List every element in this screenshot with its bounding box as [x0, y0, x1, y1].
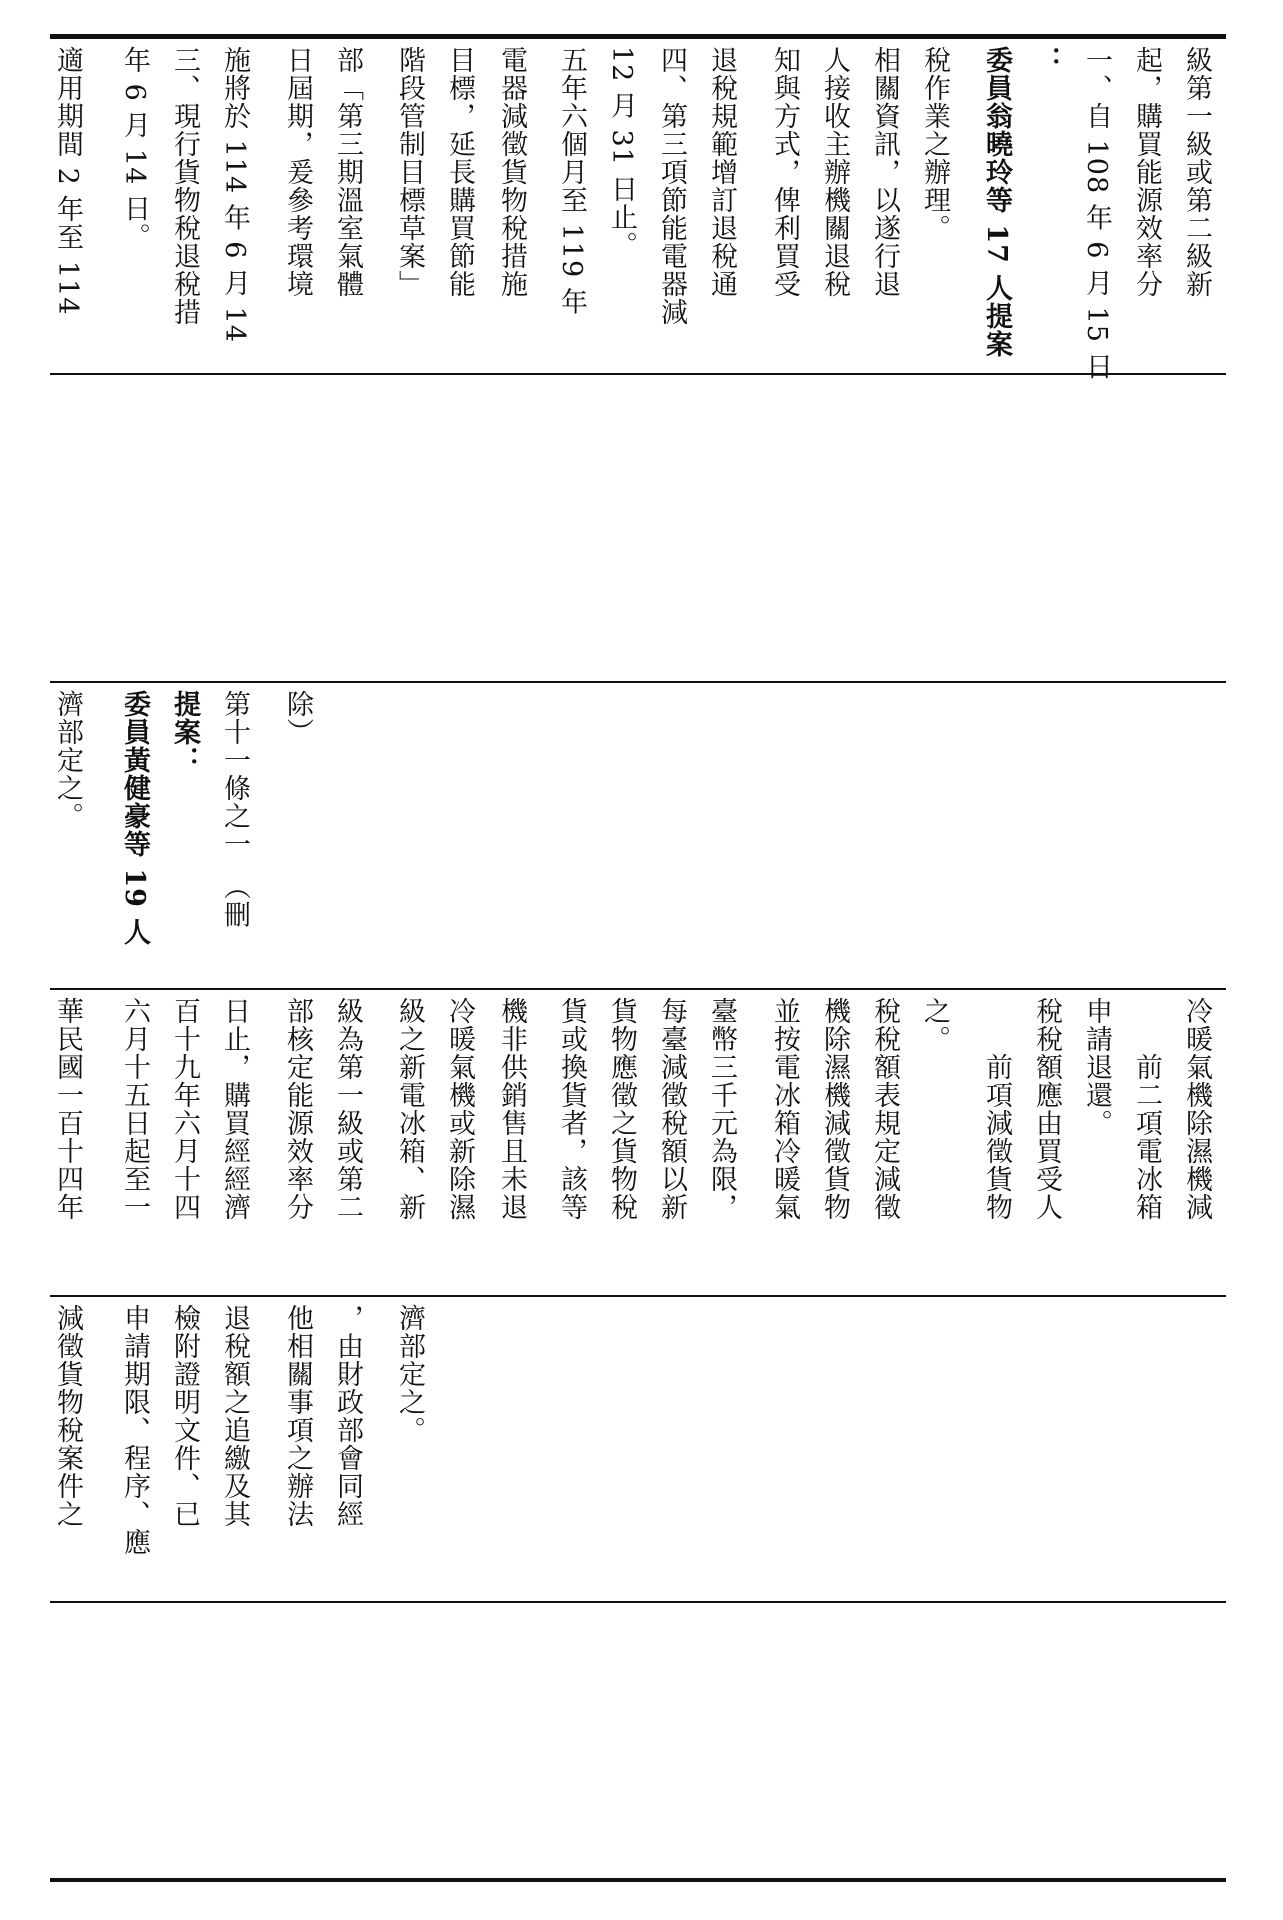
text-column: 級為第一級或第二	[332, 997, 363, 1221]
text-column: 提案：	[169, 690, 200, 774]
rule-divider-4	[50, 1295, 1226, 1297]
rule-divider-5	[50, 1601, 1226, 1603]
text-column: 委員黃健豪等 19 人	[119, 690, 150, 947]
text-column: 他相關事項之辦法	[282, 1304, 313, 1528]
text-column: 之。	[919, 997, 950, 1053]
text-column: 稅作業之辦理。	[919, 46, 950, 242]
text-column: 減徵貨物稅案件之	[52, 1304, 83, 1528]
text-column: 百十九年六月十四	[169, 997, 200, 1221]
text-column: 委員翁曉玲等 17 人提案	[981, 46, 1012, 359]
text-column: 退稅額之追繳及其	[219, 1304, 250, 1528]
text-column: 前二項電冰箱	[1131, 997, 1162, 1221]
band-5	[50, 1298, 1226, 1600]
text-column: 四、第三項節能電器減	[656, 46, 687, 326]
band-1	[50, 40, 1226, 381]
text-column: 退稅規範增訂退稅通	[706, 46, 737, 298]
text-column: ，由財政部會同經	[332, 1304, 363, 1528]
text-column: 階段管制目標草案」	[394, 46, 425, 298]
text-column: 機除濕機減徵貨物	[819, 997, 850, 1221]
text-column: 起，購買能源效率分	[1131, 46, 1162, 298]
band-4	[50, 991, 1226, 1294]
text-column: 五年六個月至 119 年	[556, 46, 587, 316]
text-column: 六月十五日起至一	[119, 997, 150, 1221]
text-column: 冷暖氣機除濕機減	[1181, 997, 1212, 1221]
text-column: 一、自 108 年 6 月 15 日	[1081, 46, 1112, 381]
text-column: ：	[1031, 46, 1062, 74]
text-column: 適用期間 2 年至 114	[52, 46, 83, 316]
text-column: 部「第三期溫室氣體	[332, 46, 363, 298]
text-column: 相關資訊，以遂行退	[869, 46, 900, 298]
rule-bottom	[50, 1878, 1226, 1882]
text-column: 級之新電冰箱、新	[394, 997, 425, 1221]
text-column: 施將於 114 年 6 月 14	[219, 46, 250, 343]
text-column: 人接收主辦機關退稅	[819, 46, 850, 298]
text-column: 每臺減徵稅額以新	[656, 997, 687, 1221]
band-3	[50, 684, 1226, 987]
text-column: 級第一級或第二級新	[1181, 46, 1212, 298]
text-column: 年 6 月 14 日。	[119, 46, 150, 251]
text-column: 前項減徵貨物	[981, 997, 1012, 1221]
text-column: 日屆期，爰參考環境	[282, 46, 313, 298]
text-column: 檢附證明文件、已	[169, 1304, 200, 1528]
text-column: 第十一條之一 （刪	[219, 690, 250, 929]
text-column: 貨物應徵之貨物稅	[606, 997, 637, 1221]
text-column: 日止，購買經經濟	[219, 997, 250, 1221]
rule-divider-2	[50, 681, 1226, 683]
rule-divider-1	[50, 373, 1226, 375]
text-column: 電器減徵貨物稅措施	[496, 46, 527, 298]
text-column: 臺幣三千元為限，	[706, 997, 737, 1221]
text-column: 部核定能源效率分	[282, 997, 313, 1221]
text-column: 三、現行貨物稅退稅措	[169, 46, 200, 326]
band-2	[50, 376, 1226, 680]
text-column: 濟部定之。	[52, 690, 83, 830]
text-column: 濟部定之。	[394, 1304, 425, 1444]
text-column: 機非供銷售且未退	[496, 997, 527, 1221]
text-column: 稅稅額應由買受人	[1031, 997, 1062, 1221]
text-column: 並按電冰箱冷暖氣	[769, 997, 800, 1221]
text-column: 申請退還。	[1081, 997, 1112, 1137]
text-column: 12 月 31 日止。	[606, 46, 637, 260]
text-column: 冷暖氣機或新除濕	[444, 997, 475, 1221]
rule-top	[50, 34, 1226, 39]
text-column: 華民國一百十四年	[52, 997, 83, 1221]
text-column: 貨或換貨者，該等	[556, 997, 587, 1221]
text-column: 申請期限、程序、應	[119, 1304, 150, 1556]
rule-divider-3	[50, 988, 1226, 990]
text-column: 稅稅額表規定減徵	[869, 997, 900, 1221]
text-column: 知與方式，俾利買受	[769, 46, 800, 298]
text-column: 目標，延長購買節能	[444, 46, 475, 298]
text-column: 除）	[282, 690, 313, 746]
